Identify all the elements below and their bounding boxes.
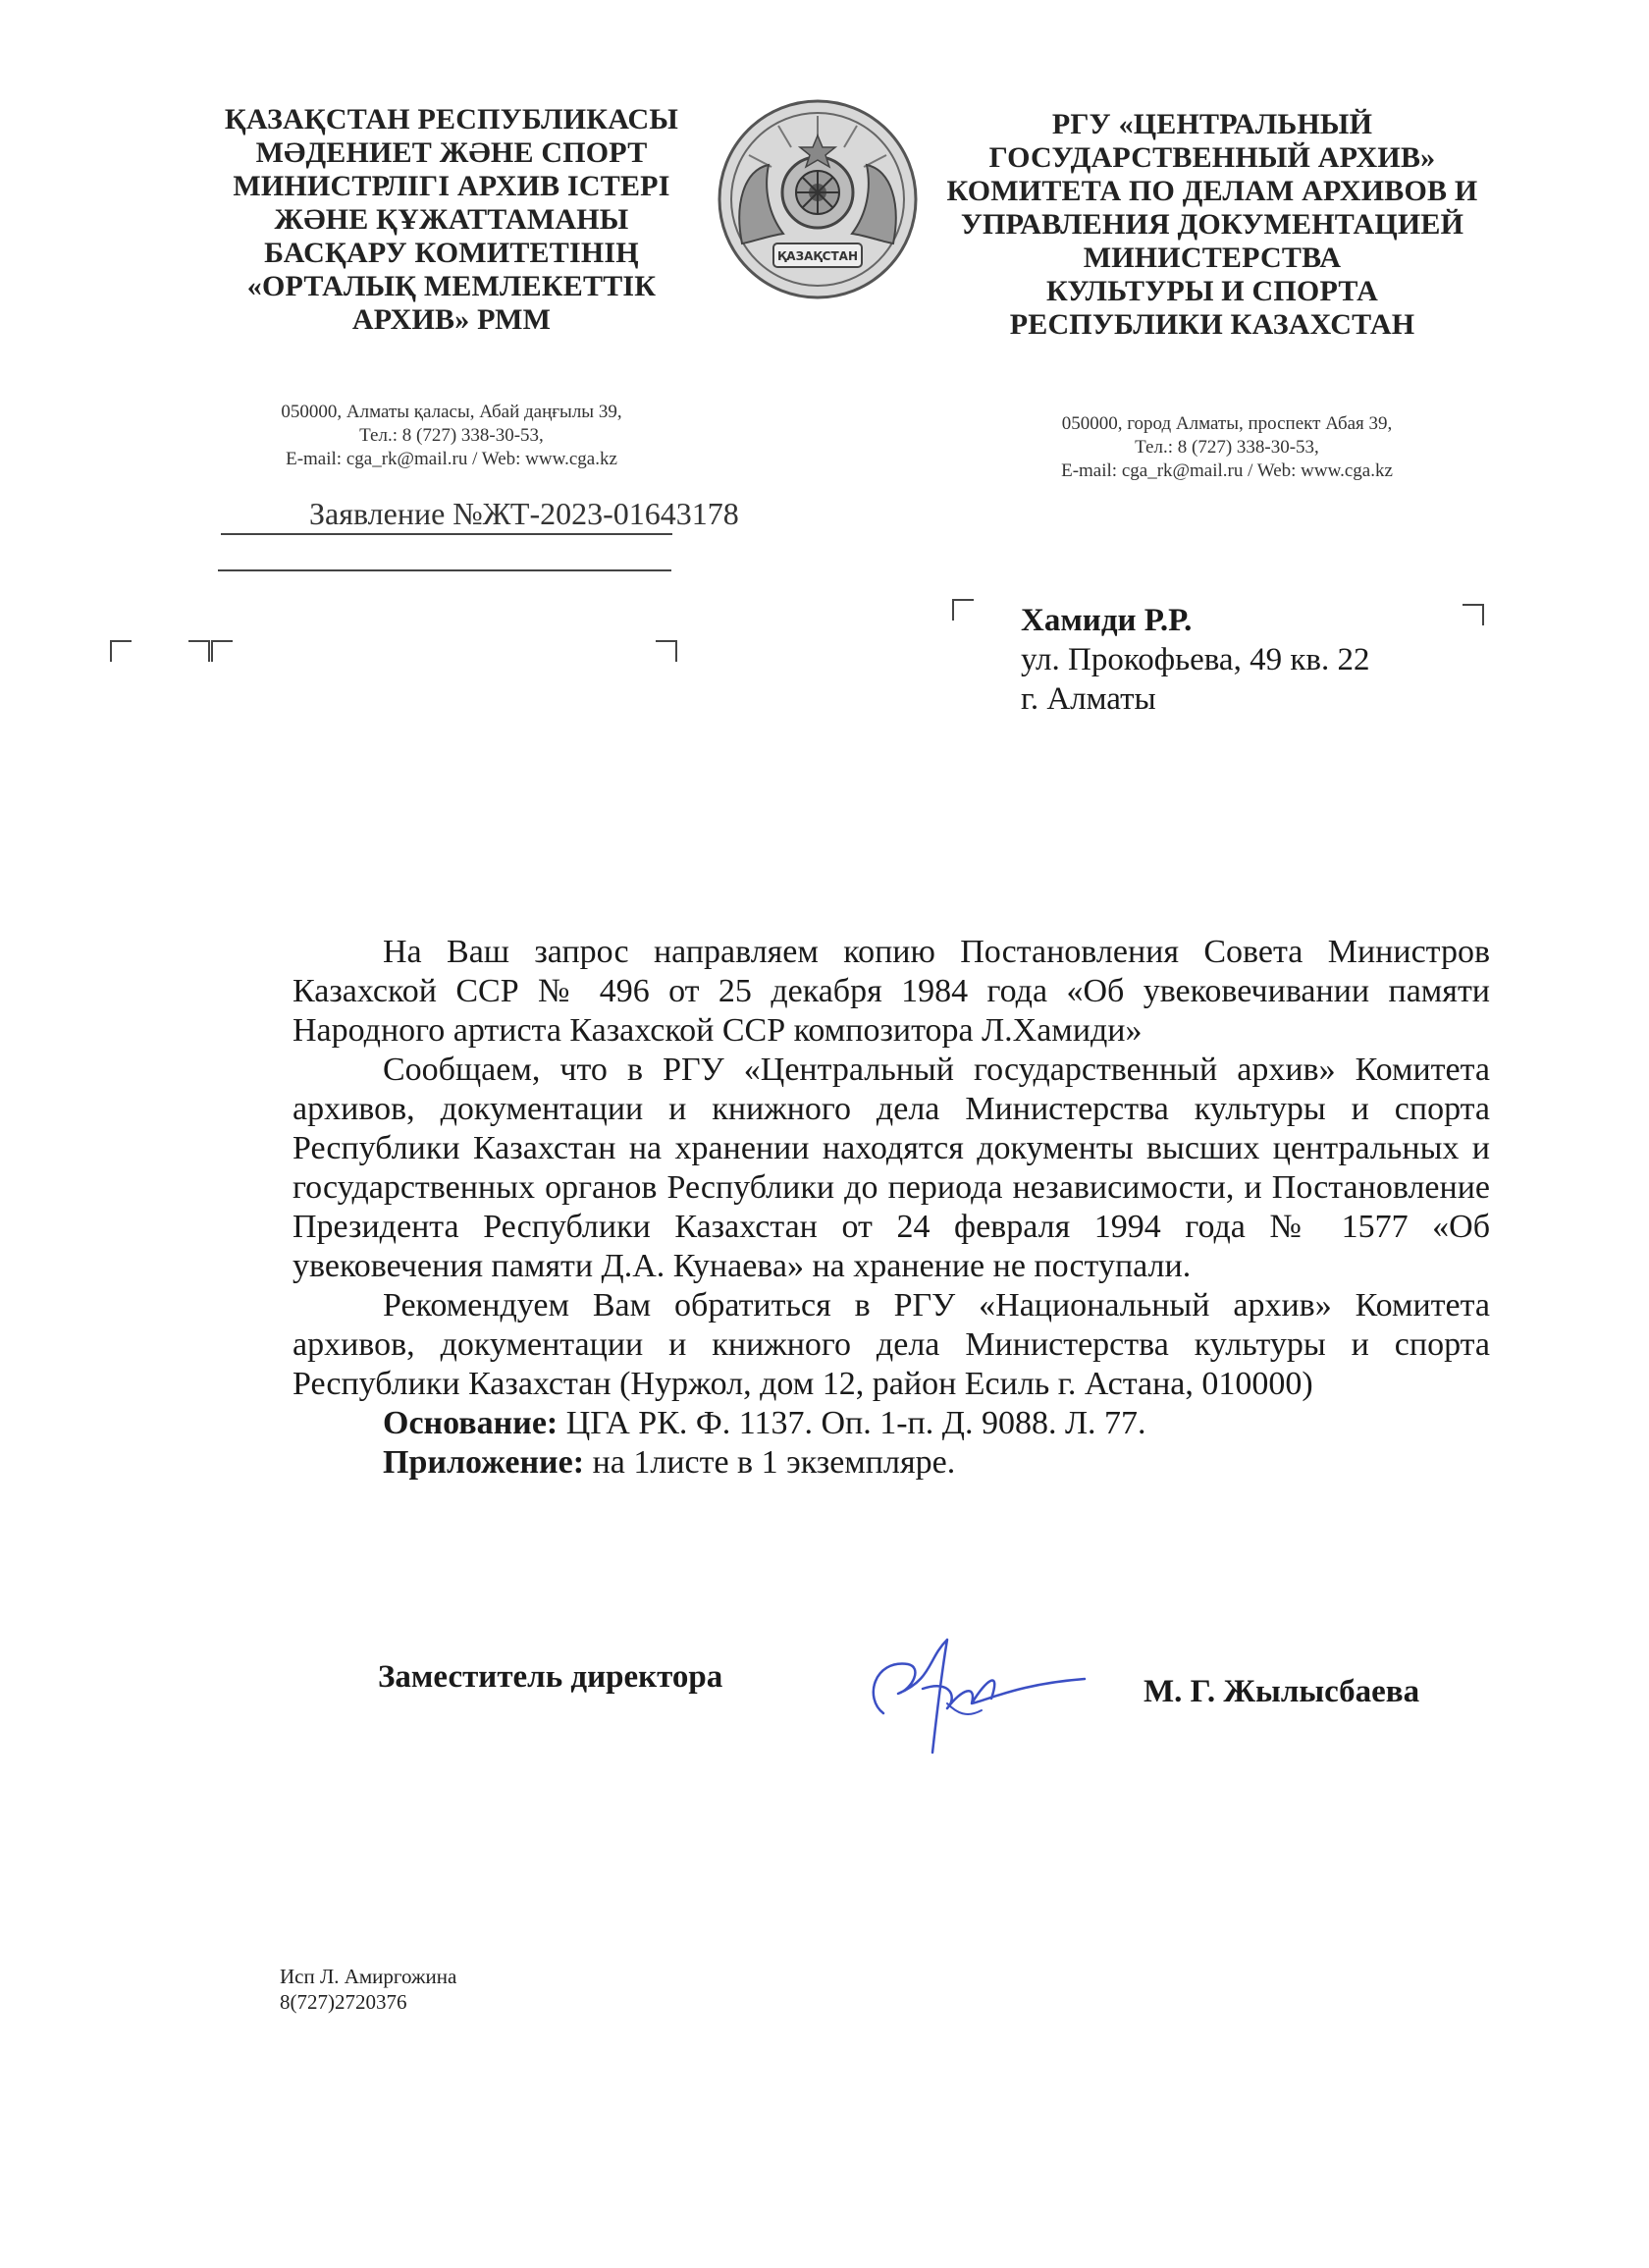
signatory-title: Заместитель директора <box>378 1659 723 1695</box>
executor-phone: 8(727)2720376 <box>280 1990 407 2014</box>
address-contacts: E-mail: cga_rk@mail.ru / Web: www.cga.kz <box>286 449 617 469</box>
signatory-name: М. Г. Жылысбаева <box>1144 1674 1420 1709</box>
org-line: МИНИСТЕРСТВА <box>1083 242 1342 274</box>
org-name-russian <box>937 108 1487 342</box>
svg-text:ҚАЗАҚСТАН: ҚАЗАҚСТАН <box>776 249 859 263</box>
corner-mark <box>110 640 132 662</box>
org-line: МӘДЕНИЕТ ЖӘНЕ СПОРТ <box>255 136 648 169</box>
attachment-text: на 1листе в 1 экземпляре. <box>592 1444 956 1481</box>
org-line: ЖӘНЕ ҚҰЖАТТАМАНЫ <box>274 203 629 236</box>
corner-mark <box>1463 604 1484 625</box>
handwritten-signature <box>854 1620 1099 1767</box>
org-line: ГОСУДАРСТВЕННЫЙ АРХИВ» <box>988 141 1436 174</box>
org-address-kazakh <box>226 401 677 471</box>
org-line: «ОРТАЛЫҚ МЕМЛЕКЕТТІК <box>246 270 657 302</box>
attachment-line <box>293 1443 1490 1483</box>
corner-mark <box>211 640 233 662</box>
address-line: 050000, город Алматы, проспект Абая 39, <box>1061 413 1393 434</box>
address-line: 050000, Алматы қаласы, Абай даңғылы 39, <box>281 402 622 422</box>
address-phone: Тел.: 8 (727) 338-30-53, <box>359 425 544 446</box>
org-address-russian <box>991 412 1463 483</box>
org-line: УПРАВЛЕНИЯ ДОКУМЕНТАЦИЕЙ <box>960 208 1464 241</box>
state-emblem-icon <box>715 96 921 302</box>
body-paragraph: Рекомендуем Вам обратиться в РГУ «Национальный архив» Комитета архивов, документации и книжного дела Министерства культуры и спорта Республики Казахстан (Нуржол, дом 12, район Есиль г. Астана, 010000) <box>293 1287 1490 1402</box>
org-name-kazakh <box>201 103 702 337</box>
org-line: ҚАЗАҚСТАН РЕСПУБЛИКАСЫ <box>224 103 679 135</box>
org-line: БАСҚАРУ КОМИТЕТІНІҢ <box>264 237 639 269</box>
org-line: КОМИТЕТА ПО ДЕЛАМ АРХИВОВ И <box>946 175 1478 207</box>
attachment-label: Приложение: <box>383 1444 585 1481</box>
address-phone: Тел.: 8 (727) 338-30-53, <box>1135 437 1319 458</box>
basis-line <box>293 1404 1490 1443</box>
corner-mark <box>952 599 974 621</box>
basis-label: Основание: <box>383 1405 559 1441</box>
basis-text: ЦГА РК. Ф. 1137. Оп. 1-п. Д. 9088. Л. 77. <box>565 1405 1146 1441</box>
org-line: РЕСПУБЛИКИ КАЗАХСТАН <box>1009 308 1415 341</box>
corner-mark <box>188 640 210 662</box>
executor-name: Исп Л. Амиргожина <box>280 1965 457 1988</box>
letter-body <box>293 933 1490 1483</box>
body-paragraph: На Ваш запрос направляем копию Постановления Совета Министров Казахской ССР № 496 от 25 декабря 1984 года «Об увековечивании памяти Народного артиста Казахской ССР композитора Л.Хамиди» <box>293 934 1490 1049</box>
recipient-name: Хамиди Р.Р. <box>1021 603 1193 638</box>
address-contacts: E-mail: cga_rk@mail.ru / Web: www.cga.kz <box>1061 460 1393 481</box>
org-line: АРХИВ» РММ <box>351 303 552 336</box>
body-paragraph: Сообщаем, что в РГУ «Центральный государственный архив» Комитета архивов, документации и книжного дела Министерства культуры и спорта Республики Казахстан на хранении находятся документы высших центральных и государственных органов Республики до периода независимости, и Постановление Президента Республики Казахстан от 24 февраля 1994 года № 1577 «Об увековечения памяти Д.А. Кунаева» на хранение не поступали. <box>293 1052 1490 1284</box>
recipient-street: ул. Прокофьева, 49 кв. 22 <box>1021 642 1370 677</box>
org-line: КУЛЬТУРЫ И СПОРТА <box>1046 275 1378 307</box>
reference-underline <box>218 569 671 571</box>
org-line: РГУ «ЦЕНТРАЛЬНЫЙ <box>1051 108 1373 140</box>
corner-mark <box>656 640 677 662</box>
application-reference: Заявление №ЖТ-2023-01643178 <box>309 496 739 531</box>
org-line: МИНИСТРЛІГІ АРХИВ ІСТЕРІ <box>233 170 670 202</box>
recipient-city: г. Алматы <box>1021 681 1156 717</box>
reference-underline <box>221 533 672 535</box>
